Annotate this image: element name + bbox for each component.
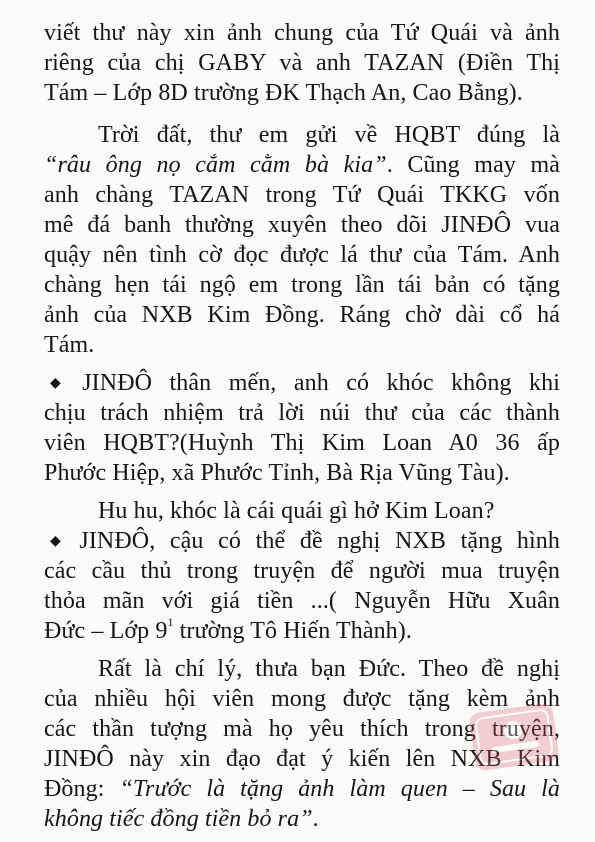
text-line bbox=[50, 368, 560, 398]
text-line: thỏa mãn với giá tiền ...( Nguyễn Hữu Xuân bbox=[44, 588, 560, 614]
text-line: Phước Hiệp, xã Phước Tỉnh, Bà Rịa Vũng Tàu). bbox=[44, 460, 510, 486]
superscript: 1 bbox=[167, 615, 174, 629]
diamond-bullet-icon: ◆ bbox=[50, 534, 70, 549]
quoted-reply: “râu ông nọ cắm cằm bà kia” bbox=[44, 152, 387, 178]
text-line: Rất là chí lý, thưa bạn Đức. Theo đề nghị bbox=[98, 656, 560, 682]
text-fragment: Đồng: bbox=[44, 776, 120, 802]
text-line bbox=[44, 804, 560, 834]
text-line: quậy nên tình cờ đọc được lá thư của Tám. Anh bbox=[44, 242, 560, 268]
text-fragment: trường Tô Hiến Thành). bbox=[173, 618, 412, 644]
text-line: các thần tượng mà họ yêu thích trong truyện, bbox=[44, 716, 560, 742]
text-line: viên HQBT?(Huỳnh Thị Kim Loan A0 36 ấp bbox=[44, 430, 560, 456]
text-line: Tám – Lớp 8D trường ĐK Thạch An, Cao Bằng). bbox=[44, 80, 523, 106]
text-line: riêng của chị GABY và anh TAZAN (Điền Thị bbox=[44, 50, 560, 76]
text-line: chàng hẹn tái ngộ em trong lần tái bản có tặng bbox=[44, 272, 560, 298]
text-line: JINĐÔ này xin đạo đạt ý kiến lên NXB Kim bbox=[44, 746, 560, 772]
text-line: ảnh của NXB Kim Đồng. Ráng chờ dài cổ há bbox=[44, 302, 560, 328]
text-line: Tám. bbox=[44, 332, 95, 358]
text-line: các cầu thủ trong truyện để người mua truyện bbox=[44, 558, 560, 584]
text-line bbox=[44, 774, 560, 804]
text-line: Hu hu, khóc là cái quái gì hở Kim Loan? bbox=[98, 498, 495, 524]
text-fragment: . Cũng may mà bbox=[386, 152, 560, 178]
text-fragment: Đức – Lớp 9 bbox=[44, 618, 168, 644]
quoted-reply: “Trước là tặng ảnh làm quen – Sau là bbox=[119, 776, 560, 802]
diamond-bullet-icon: ◆ bbox=[50, 376, 73, 391]
text-line: Trời đất, thư em gửi về HQBT đúng là bbox=[98, 122, 560, 148]
quoted-reply: không tiếc đồng tiền bỏ ra” bbox=[44, 806, 313, 832]
text-fragment: . bbox=[312, 806, 319, 832]
text-fragment: JINĐÔ, cậu có thể đề nghị NXB tặng hình bbox=[79, 528, 560, 554]
text-line: anh chàng TAZAN trong Tứ Quái TKKG vốn bbox=[44, 182, 560, 208]
text-line: của nhiều hội viên mong được tặng kèm ảnh bbox=[44, 686, 560, 712]
text-line bbox=[50, 526, 560, 556]
text-line: chịu trách nhiệm trả lời núi thư của các thành bbox=[44, 400, 560, 426]
text-line: mê đá banh thường xuyên theo dõi JINĐÔ vua bbox=[44, 212, 560, 238]
text-line bbox=[44, 150, 560, 180]
text-line bbox=[44, 616, 560, 646]
text-fragment: JINĐÔ thân mến, anh có khóc không khi bbox=[82, 370, 561, 396]
text-line: viết thư này xin ảnh chung của Tứ Quái và ảnh bbox=[44, 20, 560, 46]
